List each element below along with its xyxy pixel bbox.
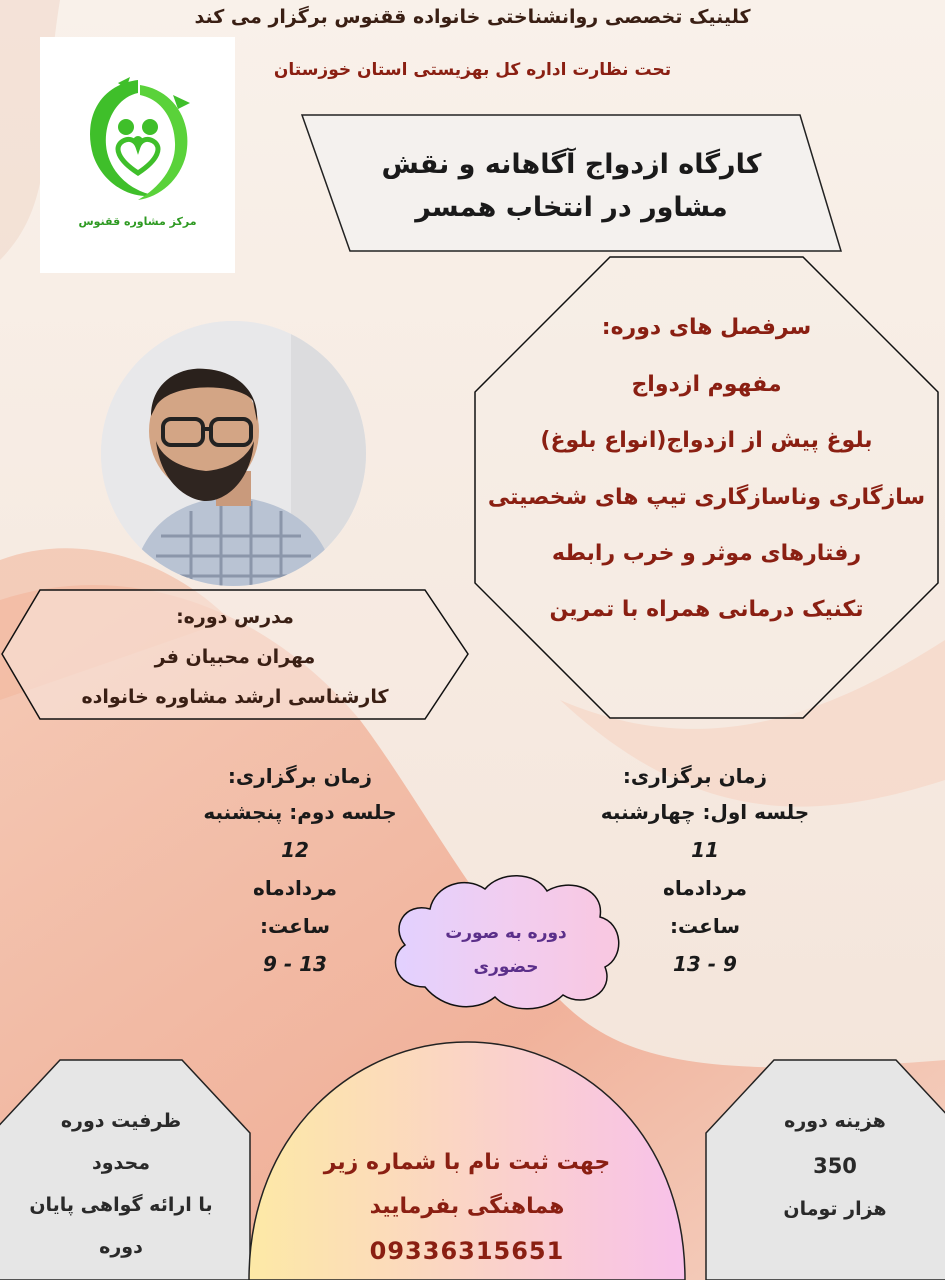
supervision-line: تحت نظارت اداره کل بهزیستی استان خوزستان — [273, 60, 672, 80]
fee-panel — [704, 1058, 945, 1280]
syllabus-item: رفتارهای موثر و خرب رابطه — [551, 541, 862, 566]
capacity-line4: دوره — [99, 1236, 143, 1258]
session2-time: 9 - 13 — [263, 952, 327, 976]
syllabus-heading: سرفصل های دوره: — [601, 315, 812, 340]
fee-currency: هزار تومان — [783, 1198, 887, 1220]
mode-line2: حضوری — [473, 957, 539, 977]
capacity-line1: ظرفیت دوره — [60, 1110, 182, 1132]
instructor-degree: کارشناسی ارشد مشاوره خانواده — [81, 686, 389, 708]
instructor-name: مهران محبیان فر — [154, 646, 316, 668]
capacity-line2: محدود — [92, 1152, 150, 1174]
session2-month: مردادماه — [253, 876, 337, 900]
session2-title: زمان برگزاری: — [227, 764, 373, 788]
attendance-mode-cloud — [385, 867, 627, 1015]
logo-card — [40, 37, 235, 273]
session2-day: جلسه دوم: پنجشنبه — [203, 800, 397, 824]
session1-title: زمان برگزاری: — [622, 764, 768, 788]
syllabus-item: تکنیک درمانی همراه با تمرین — [549, 597, 864, 622]
syllabus-item: مفهوم ازدواج — [631, 372, 782, 397]
syllabus-item: بلوغ پیش از ازدواج(انواع بلوغ) — [540, 428, 873, 453]
instructor-photo — [101, 321, 366, 586]
registration-line2: هماهنگی بفرمایید — [369, 1194, 565, 1219]
workshop-title: کارگاه ازدواج آگاهانه و نقش — [381, 149, 762, 180]
fee-label: هزینه دوره — [784, 1110, 886, 1132]
title-banner — [300, 113, 843, 253]
capacity-line3: با ارائه گواهی پایان — [29, 1194, 213, 1216]
session1-time: 13 - 9 — [673, 952, 737, 976]
organizer-line: کلینیک تخصصی روانشناختی خانواده ققنوس برگزار می کند — [194, 6, 751, 28]
syllabus-panel — [473, 255, 940, 720]
capacity-panel — [0, 1058, 252, 1280]
session2-date: 12 — [281, 838, 309, 862]
session2-time-label: ساعت: — [259, 914, 330, 938]
session1-date: 11 — [691, 838, 719, 862]
fee-amount: 350 — [813, 1154, 857, 1178]
registration-panel — [247, 1040, 687, 1280]
mode-line1: دوره به صورت — [445, 923, 567, 943]
session1-month: مردادماه — [663, 876, 747, 900]
instructor-label: مدرس دوره: — [176, 606, 294, 628]
session1-time-label: ساعت: — [669, 914, 740, 938]
registration-phone[interactable]: 09336315651 — [369, 1237, 565, 1265]
syllabus-item: سازگاری وناسازگاری تیپ های شخصیتی — [487, 485, 926, 510]
session1-day: جلسه اول: چهارشنبه — [600, 800, 810, 824]
logo-text: مرکز مشاوره ققنوس — [78, 215, 197, 228]
workshop-subtitle: مشاور در انتخاب همسر — [415, 192, 728, 223]
instructor-panel — [0, 588, 470, 721]
registration-line1: جهت ثبت نام با شماره زیر — [323, 1150, 611, 1175]
phoenix-family-logo-icon — [78, 75, 198, 210]
